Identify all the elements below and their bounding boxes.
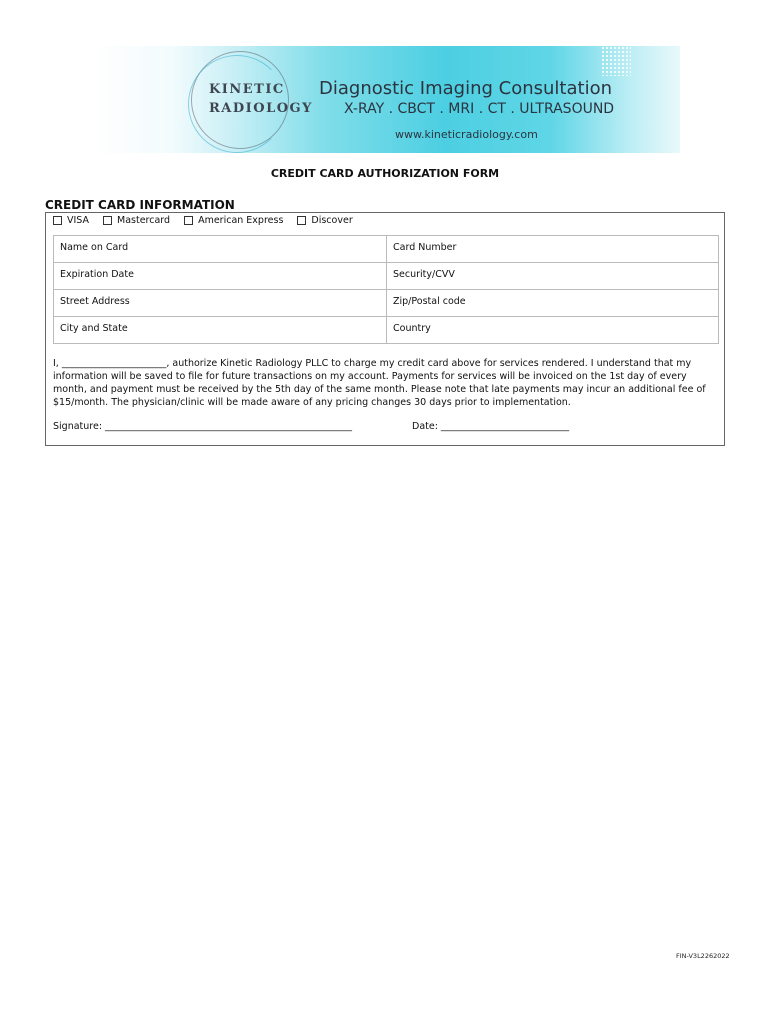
authorization-paragraph: I, ______________________, authorize Kinetic Radiology PLLC to charge my credit card above for services rendered. I understand that my information will be saved to file for future transactions on my account. Payments for services will be invoiced on the 1st day of every month, and payment must be received by the 5th day of the same month. Please note that late payments may incur an additional fee of $15/month. The physician/clinic will be made aware of any pricing changes 30 days prior to implementation. — [53, 358, 706, 408]
footer-code: FIN-V3L2262022 — [676, 952, 730, 960]
checkbox-icon[interactable] — [297, 216, 306, 225]
card-type-label: American Express — [198, 215, 284, 226]
dot-pattern-decoration — [601, 46, 631, 76]
form-title: CREDIT CARD AUTHORIZATION FORM — [270, 167, 500, 180]
header-banner — [91, 46, 680, 153]
banner-title: Diagnostic Imaging Consultation — [319, 78, 612, 99]
zip-postal-code-field[interactable]: Zip/Postal code — [386, 290, 718, 316]
table-row — [54, 263, 718, 290]
table-row — [54, 317, 718, 343]
card-number-field[interactable]: Card Number — [386, 236, 718, 262]
card-type-visa[interactable] — [53, 215, 89, 226]
table-row — [54, 236, 718, 263]
card-fields-table — [53, 235, 719, 344]
name-on-card-field[interactable]: Name on Card — [60, 242, 129, 253]
banner-modalities: X-RAY . CBCT . MRI . CT . ULTRASOUND — [344, 101, 615, 117]
signature-field[interactable]: Signature: ____________________________________________________ — [53, 421, 353, 432]
section-title: CREDIT CARD INFORMATION — [45, 198, 235, 212]
date-field[interactable]: Date: ___________________________ — [412, 421, 570, 432]
street-address-field[interactable]: Street Address — [60, 296, 130, 307]
security-cvv-field[interactable]: Security/CVV — [386, 263, 718, 289]
card-type-options — [53, 215, 353, 226]
logo-text-radiology: RADIOLOGY — [209, 101, 313, 116]
card-type-mastercard[interactable] — [103, 215, 170, 226]
card-type-label: VISA — [67, 215, 90, 226]
checkbox-icon[interactable] — [184, 216, 193, 225]
card-type-label: Mastercard — [117, 215, 171, 226]
checkbox-icon[interactable] — [53, 216, 62, 225]
card-type-label: Discover — [311, 215, 353, 226]
banner-website: www.kineticradiology.com — [395, 128, 538, 141]
table-row — [54, 290, 718, 317]
card-type-discover[interactable] — [297, 215, 352, 226]
checkbox-icon[interactable] — [103, 216, 112, 225]
card-type-american-express[interactable] — [184, 215, 283, 226]
city-state-field[interactable]: City and State — [60, 323, 128, 334]
expiration-date-field[interactable]: Expiration Date — [60, 269, 134, 280]
country-field[interactable]: Country — [386, 317, 718, 343]
logo-text-kinetic: KINETIC — [209, 82, 285, 97]
